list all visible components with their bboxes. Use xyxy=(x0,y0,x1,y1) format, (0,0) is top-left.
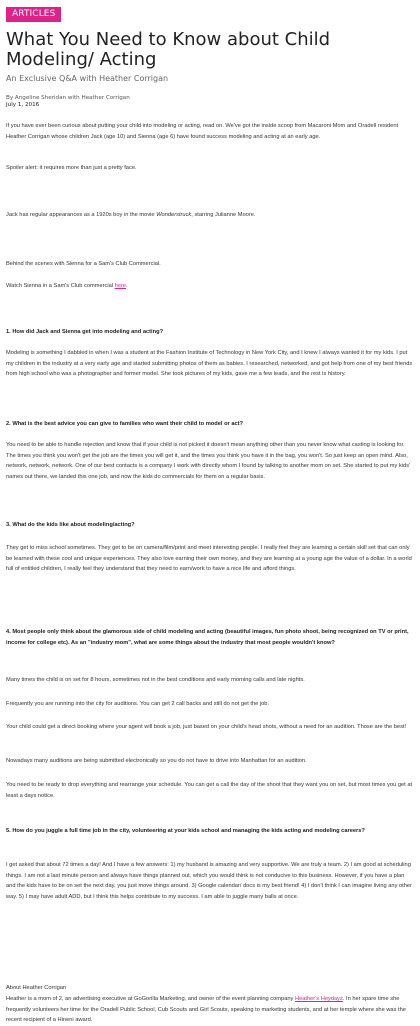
movie-title: Wonderstruck xyxy=(156,212,192,218)
question-4: 4. Most people only think about the glamorous side of child modeling and acting (beautiful images, fun photo shoot, being recognized on TV or print, income for college etc). As an "industry mom", what are some things about the industry that most people wouldn't know? xyxy=(6,629,409,646)
spoiler-paragraph: Spoiler alert: it requires more than just a pretty face. xyxy=(6,165,137,171)
answer-5: I get asked that about 72 times a day! And I have a few answers: 1) my husband is amazing and very supportive. We are truly a team. 2) I am good at scheduling things. I am not a last minute person and always have things planned out, which you would think is not conducive to this business. However, if you have a plan and the kids have to be on set the next day, you just move things around. 3) Google calendar/ docs is my best friend! 4) I don't think I can imagine living any other way. 5) I may have adult ADD, but I think this helps contribute to my success. I am able to juggle many balls at once. xyxy=(6,862,412,901)
publish-date: July 1, 2016 xyxy=(6,102,40,108)
question-1: 1. How did Jack and Sienna get into modeling and acting? xyxy=(6,329,164,335)
answer-2: You need to be able to handle rejection and know that if your child is not picked it doesn't mean anything other than you never know what casting is looking for. The times you think you won't get the job are the times you will get it, and the times you think you have it in the bag, you won't. So just keep an open mind. Also, network, network, network. One of our best contacts is a company I work with directly whom I found by talking to another mom on set. She started to put my kids' names out there, we landed this one job, and now the kids do commercials for them on a regular basis. xyxy=(6,442,411,481)
question-2: 2. What is the best advice you can give to families who want their child to model or act? xyxy=(6,421,244,427)
page-title: What You Need to Know about Child Modeling/ Acting xyxy=(6,29,331,70)
answer-4-item: Many times the child is on set for 8 hours, sometimes not in the best conditions and early morning calls and late nights. xyxy=(6,677,305,683)
question-5: 5. How do you juggle a full time job in the city, volunteering at your kids school and managing the kids acting and modeling careers? xyxy=(6,828,365,834)
commercial-link[interactable]: here xyxy=(114,283,127,289)
answer-4-item: Your child could get a direct booking where your agent will book a job, just based on your child's head shots, without a need for an audition. Those are the best! xyxy=(6,724,407,730)
answer-4-item: You need to be ready to drop everything and rearrange your schedule. You can get a call the day of the shoot that they want you on set, but most times you get at least a days notice. xyxy=(6,782,413,799)
category-badge[interactable]: ARTICLES xyxy=(6,7,61,22)
about-heading: About Heather Corrigan xyxy=(6,985,67,991)
about-text-before: Heather is a mom of 2, an advertising executive at GoGorilla Marketing, and owner of the event planning company xyxy=(6,996,295,1002)
answer-1: Modeling is something I dabbled in when I was a student at the Fashion Institute of Technology in New York City, and I knew I always wanted it for my kids. I put my children in the industry at a very early age and started submitting photos of them as babies. I researched, networked, and got help from one of my best friends from high school who was a photographer and former model. She took pictures of my kids, gave me a few leads, and the rest is history. xyxy=(6,350,413,378)
answer-4-item: Nowadays many auditions are being submitted electronically so you do not have to drive into Manhattan for an audition. xyxy=(6,758,307,764)
about-text-after: . In her spare time she frequently volunteers her time for the Oradell Public School, Cub Scouts and Girl Scouts, speaking to marketing students, and at her temple where she was the recent recipient of a Hineni award. xyxy=(6,996,406,1024)
heydayz-link[interactable]: Heather's Heydayz xyxy=(294,996,343,1002)
jack-paragraph xyxy=(6,210,414,221)
subtitle: An Exclusive Q&A with Heather Corrigan xyxy=(6,74,169,83)
watch-text-before: Watch Sienna in a Sam's Club commercial xyxy=(6,283,115,289)
watch-text-after: . xyxy=(126,283,128,289)
intro-paragraph: If you have ever been curious about putting your child into modeling or acting, read on. We've got the inside scoop from Macaroni Mom and Oradell resident Heather Corrigan whose children Jack (age 10) and Sienna (age 6) have found success modeling and acting at an early age. xyxy=(6,123,399,140)
question-3: 3. What do the kids like about modeling/acting? xyxy=(6,522,135,528)
jack-text-before: Jack has regular appearances as a 1920s boy in the movie xyxy=(6,212,157,218)
watch-paragraph xyxy=(6,281,414,292)
jack-text-after: , starring Julianne Moore. xyxy=(191,212,256,218)
answer-3: They get to miss school sometimes. They get to be on camera/film/print and meet interesting people. I really feel they are learning a certain skill set that can only be learned with these cool and unique experiences. They also love earning their own money, and they are learning at a young age the value of a dollar. In a world full of entitled children, I really feel they understand that they need to earn/work to have a nice life and afford things. xyxy=(6,545,412,573)
answer-4-item: Frequently you are running into the city for auditions. You can get 2 call backs and still do not get the job. xyxy=(6,701,270,707)
byline: By Angeline Sheridan with Heather Corrigan xyxy=(6,95,130,101)
about-paragraph xyxy=(6,994,414,1026)
behind-scenes-caption: Behind the scenes with Sienna for a Sam's Club Commercial. xyxy=(6,261,161,267)
